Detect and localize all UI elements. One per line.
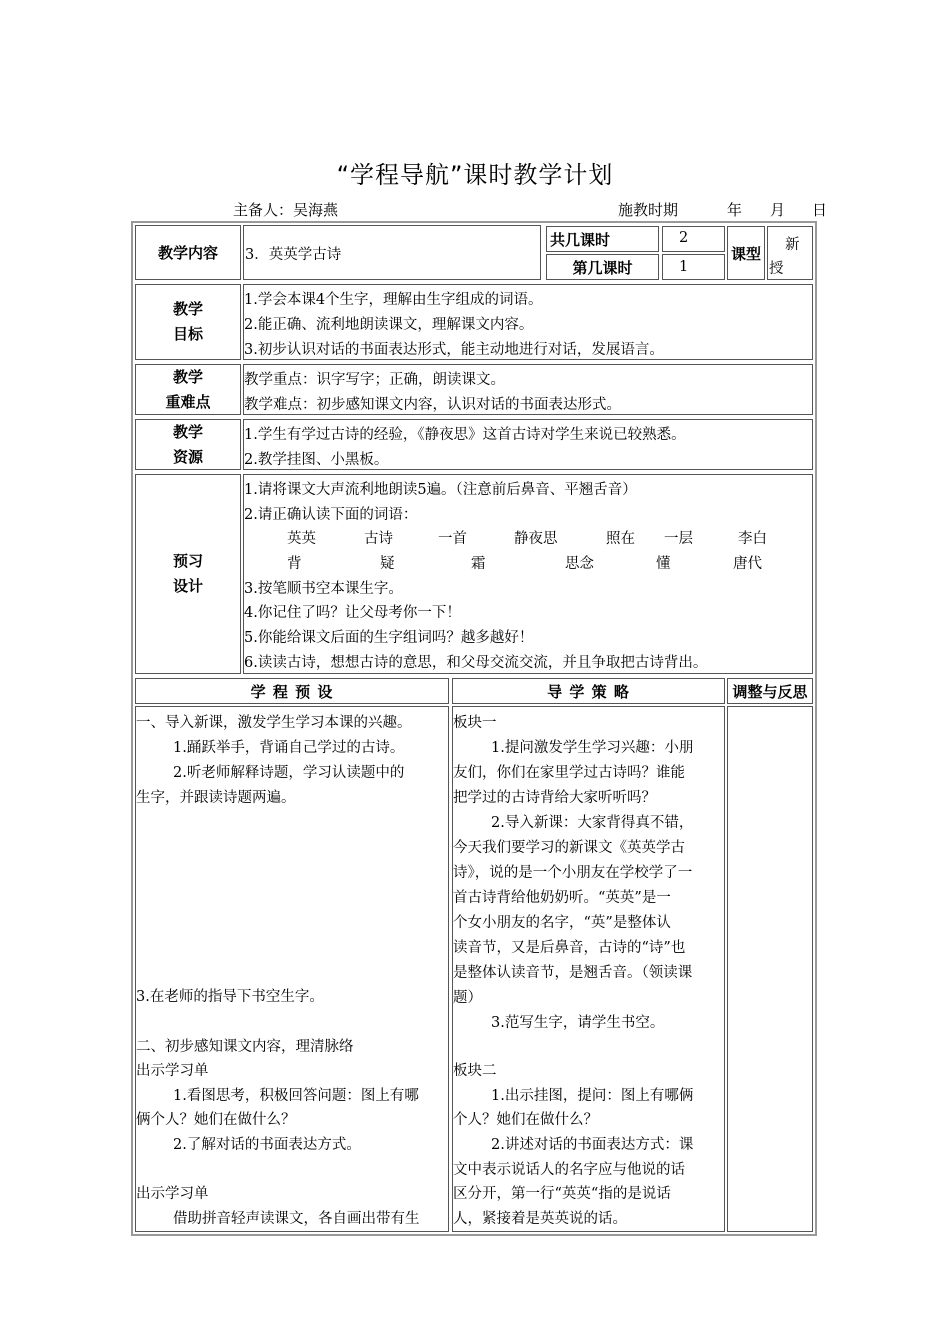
strategy-line: 首古诗背给他奶奶听。“英英”是一 <box>453 890 671 906</box>
strategy-line: 人，紧接着是英英说的话。 <box>453 1211 627 1227</box>
strategy-line: 3.范写生字，请学生书空。 <box>462 1015 665 1031</box>
which-cell <box>662 254 725 280</box>
strategy-line: 个女小朋友的名字，“英”是整体认 <box>453 915 671 931</box>
plan-line: 2.听老师解释诗题，学习认读题中的 <box>144 765 405 781</box>
content-cell <box>243 225 541 280</box>
strategy-line: 友们，你们在家里学过古诗吗？谁能 <box>453 765 685 781</box>
resources-label-2: 资源 <box>172 447 203 466</box>
strategy-line: 是整体认读音节，是翘舌音。（领读课 <box>453 965 693 981</box>
which-label: 第几课时 <box>546 254 659 280</box>
type-label: 课型 <box>727 226 765 280</box>
plan-line: 二、初步感知课文内容，理清脉络 <box>136 1039 354 1055</box>
which-value: 1 <box>679 259 689 275</box>
date-label: 施教时期 <box>618 201 679 219</box>
plan-line: 1.看图思考，积极回答问题：图上有哪 <box>144 1088 419 1104</box>
plan-line: 出示学习单 <box>136 1186 209 1202</box>
col-header-reflection: 调整与反思 <box>727 678 813 704</box>
plan-line: 俩个人？她们在做什么？ <box>136 1112 296 1128</box>
word-item: 疑 <box>380 556 395 572</box>
strategy-line: 板块二 <box>453 1063 497 1079</box>
reflection-column <box>727 706 813 1232</box>
month-label: 月 <box>770 201 786 219</box>
preview-line: 5.你能给课文后面的生字组词吗？越多越好！ <box>244 630 534 646</box>
word-item: 静夜思 <box>514 531 558 547</box>
content-value: 3．英英学古诗 <box>245 247 342 263</box>
plan-column <box>135 706 449 1232</box>
strategy-line: 把学过的古诗背给大家听听吗？ <box>453 790 656 806</box>
plan-line: 生字，并跟读诗题两遍。 <box>136 790 296 806</box>
plan-line: 1.踊跃举手，背诵自己学过的古诗。 <box>144 740 405 756</box>
strategy-line: 文中表示说话人的名字应与他说的话 <box>453 1162 685 1178</box>
preview-label <box>135 474 241 674</box>
col-header-strategy: 导 学 策 略 <box>452 678 725 704</box>
year-label: 年 <box>727 201 743 219</box>
word-item: 霜 <box>471 556 486 572</box>
word-item: 英英 <box>287 531 316 547</box>
plan-line: 出示学习单 <box>136 1063 209 1079</box>
resources-line: 1.学生有学过古诗的经验，《静夜思》这首古诗对学生来说已较熟悉。 <box>244 427 686 443</box>
word-item: 懂 <box>656 556 671 572</box>
preview-label-2: 设计 <box>172 577 203 595</box>
goals-label-1: 教学 <box>172 300 203 318</box>
key-line: 教学难点：初步感知课文内容，认识对话的书面表达形式。 <box>244 397 621 413</box>
resources-line: 2.教学挂图、小黑板。 <box>244 452 389 468</box>
resources-cell <box>243 419 813 470</box>
preview-line: 4.你记住了吗？让父母考你一下！ <box>244 605 461 621</box>
key-cell <box>243 364 813 415</box>
strategy-line: 1.出示挂图，提问：图上有哪俩 <box>462 1088 694 1104</box>
preparer: 主备人：吴海燕 <box>233 201 339 219</box>
preview-line: 6.读读古诗，想想古诗的意思，和父母交流交流，并且争取把古诗背出。 <box>244 655 708 671</box>
content-label: 教学内容 <box>135 225 241 280</box>
goals-label <box>135 284 241 360</box>
goals-line: 3.初步认识对话的书面表达形式，能主动地进行对话，发展语言。 <box>244 342 664 358</box>
strategy-line: 今天我们要学习的新课文《英英学古 <box>453 840 685 856</box>
preview-label-1: 预习 <box>172 552 203 570</box>
type-value-2: 授 <box>769 261 784 277</box>
day-label: 日 <box>812 201 828 219</box>
word-item: 一层 <box>664 531 693 547</box>
resources-label <box>135 419 241 470</box>
word-item: 一首 <box>438 531 467 547</box>
strategy-line: 板块一 <box>453 715 497 731</box>
preview-line: 2.请正确认读下面的词语： <box>244 507 418 523</box>
strategy-line: 个人？她们在做什么？ <box>453 1112 598 1128</box>
total-value: 2 <box>679 230 689 246</box>
total-cell <box>662 226 725 252</box>
strategy-column <box>452 706 725 1232</box>
plan-line: 一、导入新课，激发学生学习本课的兴趣。 <box>136 715 412 731</box>
plan-line: 3.在老师的指导下书空生字。 <box>136 989 324 1005</box>
page-title: “学程导航”课时教学计划 <box>336 161 614 189</box>
strategy-line: 1.提问激发学生学习兴趣：小朋 <box>462 740 694 756</box>
key-label-1: 教学 <box>172 367 203 386</box>
goals-cell <box>243 284 813 360</box>
word-item: 照在 <box>606 531 635 547</box>
word-item: 唐代 <box>733 556 762 572</box>
plan-line: 借助拼音轻声读课文，各自画出带有生 <box>144 1211 420 1227</box>
preview-cell <box>243 474 813 674</box>
strategy-line: 读音节，又是后鼻音，古诗的“诗”也 <box>453 940 686 956</box>
word-item: 背 <box>287 556 302 572</box>
preview-line: 3.按笔顺书空本课生字。 <box>244 581 403 597</box>
preview-line: 1.请将课文大声流利地朗读5遍。（注意前后鼻音、平翘舌音） <box>244 482 637 498</box>
type-value-1: 新 <box>785 237 800 253</box>
plan-line: 2.了解对话的书面表达方式。 <box>144 1137 361 1153</box>
key-label-2: 重难点 <box>165 392 211 411</box>
key-label <box>135 364 241 415</box>
goals-line: 1.学会本课4个生字，理解由生字组成的词语。 <box>244 292 543 308</box>
strategy-line: 区分开，第一行“英英“指的是说话 <box>453 1186 671 1202</box>
total-label: 共几课时 <box>546 226 659 252</box>
goals-line: 2.能正确、流利地朗读课文，理解课文内容。 <box>244 317 534 333</box>
type-cell <box>767 226 813 280</box>
word-item: 李白 <box>738 531 767 547</box>
strategy-line: 2.讲述对话的书面表达方式：课 <box>462 1137 694 1153</box>
col-header-plan: 学 程 预 设 <box>135 678 449 704</box>
word-item: 思念 <box>565 556 594 572</box>
word-item: 古诗 <box>364 531 393 547</box>
strategy-line: 题） <box>453 990 482 1006</box>
key-line: 教学重点：识字写字；正确，朗读课文。 <box>244 372 505 388</box>
strategy-line: 2.导入新课：大家背得真不错， <box>462 815 694 831</box>
goals-label-2: 目标 <box>172 325 203 343</box>
strategy-line: 诗》，说的是一个小朋友在学校学了一 <box>453 865 693 881</box>
resources-label-1: 教学 <box>172 422 203 441</box>
